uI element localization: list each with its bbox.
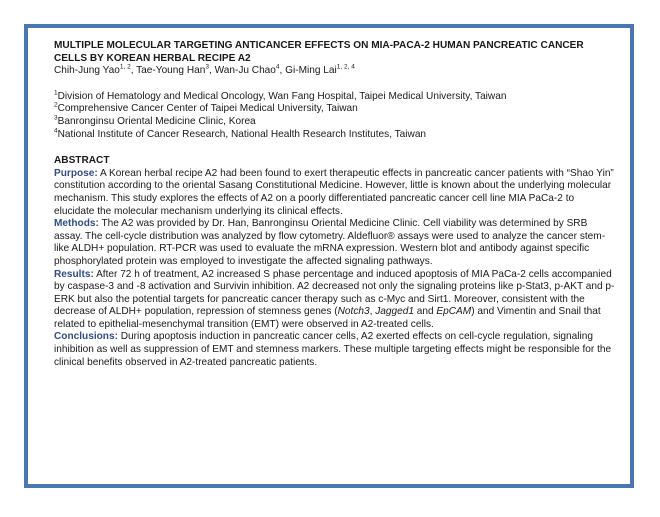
results-separator: , <box>369 306 376 318</box>
author-name: Tae-Young Han <box>136 65 206 77</box>
abstract-heading: ABSTRACT <box>54 155 110 167</box>
purpose-paragraph <box>54 168 616 218</box>
affiliation-number: 1 <box>54 89 58 97</box>
gene-name: Jagged1 <box>375 306 414 318</box>
affiliation-text: Banronginsu Oriental Medicine Clinic, Korea <box>57 115 256 127</box>
author-separator: , <box>208 65 215 77</box>
results-text-continued: ) and Vimentin and Snail that related to epithelial-mesenchymal transition (EMT) were observed in A2-treated cells. <box>54 306 601 330</box>
abstract-frame <box>24 24 634 488</box>
author-name: Chih-Jung Yao <box>54 65 120 77</box>
affiliation-text: Division of Hematology and Medical Oncology, Wan Fang Hospital, Taipei Medical University, Taiwan <box>57 90 507 102</box>
author-affiliation: 3 <box>205 63 209 71</box>
gene-name: EpCAM <box>436 306 472 318</box>
author-name: Wan-Ju Chao <box>214 65 276 77</box>
author-affiliation: 1, 2 <box>119 63 131 71</box>
paper-title: MULTIPLE MOLECULAR TARGETING ANTICANCER EFFECTS ON MIA-PACA-2 HUMAN PANCREATIC CANCER CELLS BY KOREAN HERBAL RECIPE A2 <box>54 40 584 64</box>
affiliation-item <box>54 129 616 142</box>
abstract-content <box>54 40 616 369</box>
conclusions-paragraph <box>54 331 616 369</box>
affiliation-list <box>54 91 616 141</box>
purpose-label: Purpose: <box>54 167 98 179</box>
methods-paragraph <box>54 218 616 268</box>
author-separator: , <box>130 65 137 77</box>
purpose-text: A Korean herbal recipe A2 had been found to exert therapeutic effects in pancreatic cancer patients with “Shao Yin” constitution according to the oriental Sasang Constitutional Medicine. However, little is known about the underlying molecular mechanism. This study explores the effects of A2 on a poorly differentiated pancreatic cancer cell line MIA PaCa-2 to elucidate the molecular mechanism underlying its clinical effects. <box>54 167 614 217</box>
results-text: After 72 h of treatment, A2 increased S phase percentage and induced apoptosis of MIA PaCa-2 cells accompanied by caspase-3 and -8 activation and Survivin inhibition. A2 decreased not only the signaling proteins like p-Stat3, p-AKT and p-ERK but also the potential targets for pancreatic cancer therapy such as c-Myc and Sirt1. Moreover, consistent with the decrease of ALDH+ population, repression of stemness genes ( <box>54 268 615 318</box>
author-affiliation: 4 <box>275 63 280 71</box>
conclusions-text: During apoptosis induction in pancreatic cancer cells, A2 exerted effects on cell-cycle regulation, signaling inhibition as well as suppression of EMT and stemness markers. These multiple targeting effects might be responsible for the clinical benefits observed in A2-treated pancreatic patients. <box>54 331 612 368</box>
methods-text: The A2 was provided by Dr. Han, Banronginsu Oriental Medicine Clinic. Cell viability was determined by SRB assay. The cell-cycle distribution was analyzed by flow cytometry. Aldefluor® assays were used to analyze the cancer stem-like ALDH+ population. RT-PCR was used to evaluate the mRNA expression. Western blot and antibody against specific phosphorylated protein was employed to investigate the affected signaling pathways. <box>54 218 606 267</box>
author-name: Gi-Ming Lai <box>285 65 337 77</box>
affiliation-number: 2 <box>54 102 58 110</box>
affiliation-text: Comprehensive Cancer Center of Taipei Medical University, Taiwan <box>57 103 358 115</box>
affiliation-text: National Institute of Cancer Research, National Health Research Institutes, Taiwan <box>57 128 427 140</box>
affiliation-item <box>54 91 616 104</box>
methods-label: Methods: <box>54 218 99 230</box>
author-separator: , <box>279 65 286 77</box>
results-separator: and <box>413 306 437 318</box>
affiliation-item <box>54 103 616 116</box>
gene-name: Notch3 <box>337 306 370 318</box>
author-affiliation: 1, 2, 4 <box>336 63 355 71</box>
affiliation-number: 3 <box>54 114 58 122</box>
conclusions-label: Conclusions: <box>54 331 118 343</box>
author-list <box>54 65 616 78</box>
results-label: Results: <box>54 268 94 280</box>
affiliation-item <box>54 116 616 129</box>
results-paragraph <box>54 269 616 332</box>
affiliation-number: 4 <box>54 127 58 135</box>
